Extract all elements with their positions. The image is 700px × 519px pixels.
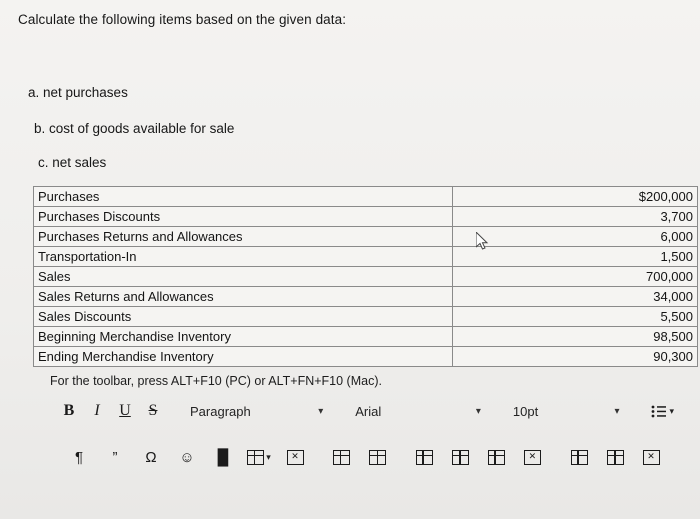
row-value: 700,000 [453,267,698,287]
chevron-down-icon: ▾ [669,405,674,416]
toolbar-row-insert [56,438,674,476]
insert-row-icon [488,450,505,465]
paragraph-style-value: Paragraph [190,403,251,419]
table-grid-button[interactable] [329,443,355,471]
table-row [34,207,698,227]
row-value: 98,500 [453,327,698,347]
question-item-c: c. net sales [38,155,107,170]
blockquote-button[interactable]: ” [112,448,118,466]
row-label: Sales Returns and Allowances [34,287,453,307]
table-row [34,267,698,287]
column-properties-icon [607,450,624,465]
row-value: 5,500 [453,307,698,327]
font-size-select[interactable] [505,396,628,426]
row-properties-button[interactable] [566,443,592,471]
image-icon: ✕ [287,450,304,465]
insert-image-button[interactable] [282,443,308,471]
cell-properties-icon: ✕ [643,450,660,465]
table-row [34,327,698,347]
editor-toolbar [56,392,674,477]
table-row [34,187,698,207]
font-family-select[interactable] [347,396,489,426]
merge-cells-button[interactable] [411,443,437,471]
row-label: Purchases Returns and Allowances [34,227,453,247]
table-icon [247,450,264,465]
cell-properties-button[interactable] [638,443,664,471]
table-row [34,247,698,267]
paragraph-marks-button[interactable]: ¶ [74,448,84,466]
insert-row-button[interactable] [483,443,509,471]
delete-row-icon: ✕ [524,450,541,465]
table-grid-2-icon [369,450,386,465]
chevron-down-icon: ▾ [266,451,271,462]
chevron-down-icon: ▾ [318,405,324,417]
row-label: Sales Discounts [34,307,453,327]
data-table [33,186,698,367]
row-label: Purchases Discounts [34,207,453,227]
emoji-button[interactable]: ☺ [179,448,195,466]
question-item-a: a. net purchases [28,85,128,100]
font-size-value: 10pt [512,403,539,419]
strikethrough-button[interactable]: S [148,402,158,419]
cursor-icon [476,232,490,252]
insert-table-button[interactable] [246,443,272,471]
bookmark-button[interactable]: █ [217,448,229,466]
bold-button[interactable]: B [63,402,75,419]
special-character-button[interactable]: Ω [145,448,157,466]
chevron-down-icon: ▾ [475,405,481,417]
row-properties-icon [571,450,588,465]
row-label: Sales [34,267,453,287]
column-properties-button[interactable] [602,443,628,471]
question-item-b: b. cost of goods available for sale [34,121,235,136]
toolbar-row-formatting [56,392,674,430]
question-prompt: Calculate the following items based on the given data: [18,12,347,27]
row-label: Ending Merchandise Inventory [34,347,453,367]
table-grid-icon [333,450,350,465]
table-row [34,347,698,367]
row-value: $200,000 [453,187,698,207]
toolbar-hint: For the toolbar, press ALT+F10 (PC) or ALT+FN+F10 (Mac). [50,374,382,388]
paragraph-style-select[interactable] [182,396,331,426]
row-value: 90,300 [453,347,698,367]
table-row [34,227,698,247]
row-value: 3,700 [453,207,698,227]
bullet-list-icon [651,405,667,418]
split-cell-icon [452,450,469,465]
table-row [34,287,698,307]
merge-cells-icon [416,450,433,465]
row-label: Beginning Merchandise Inventory [34,327,453,347]
row-label: Transportation-In [34,247,453,267]
chevron-down-icon: ▾ [614,405,620,417]
font-family-value: Arial [355,403,382,419]
table-row [34,307,698,327]
split-cell-button[interactable] [447,443,473,471]
row-label: Purchases [34,187,453,207]
row-value: 34,000 [453,287,698,307]
row-value: 1,500 [453,247,698,267]
underline-button[interactable]: U [119,402,131,419]
bullet-list-button[interactable] [651,405,674,418]
data-table-wrapper [33,186,693,367]
table-grid-2-button[interactable] [365,443,391,471]
italic-button[interactable]: I [94,402,100,419]
row-value: 6,000 [453,227,698,247]
delete-row-button[interactable] [519,443,545,471]
